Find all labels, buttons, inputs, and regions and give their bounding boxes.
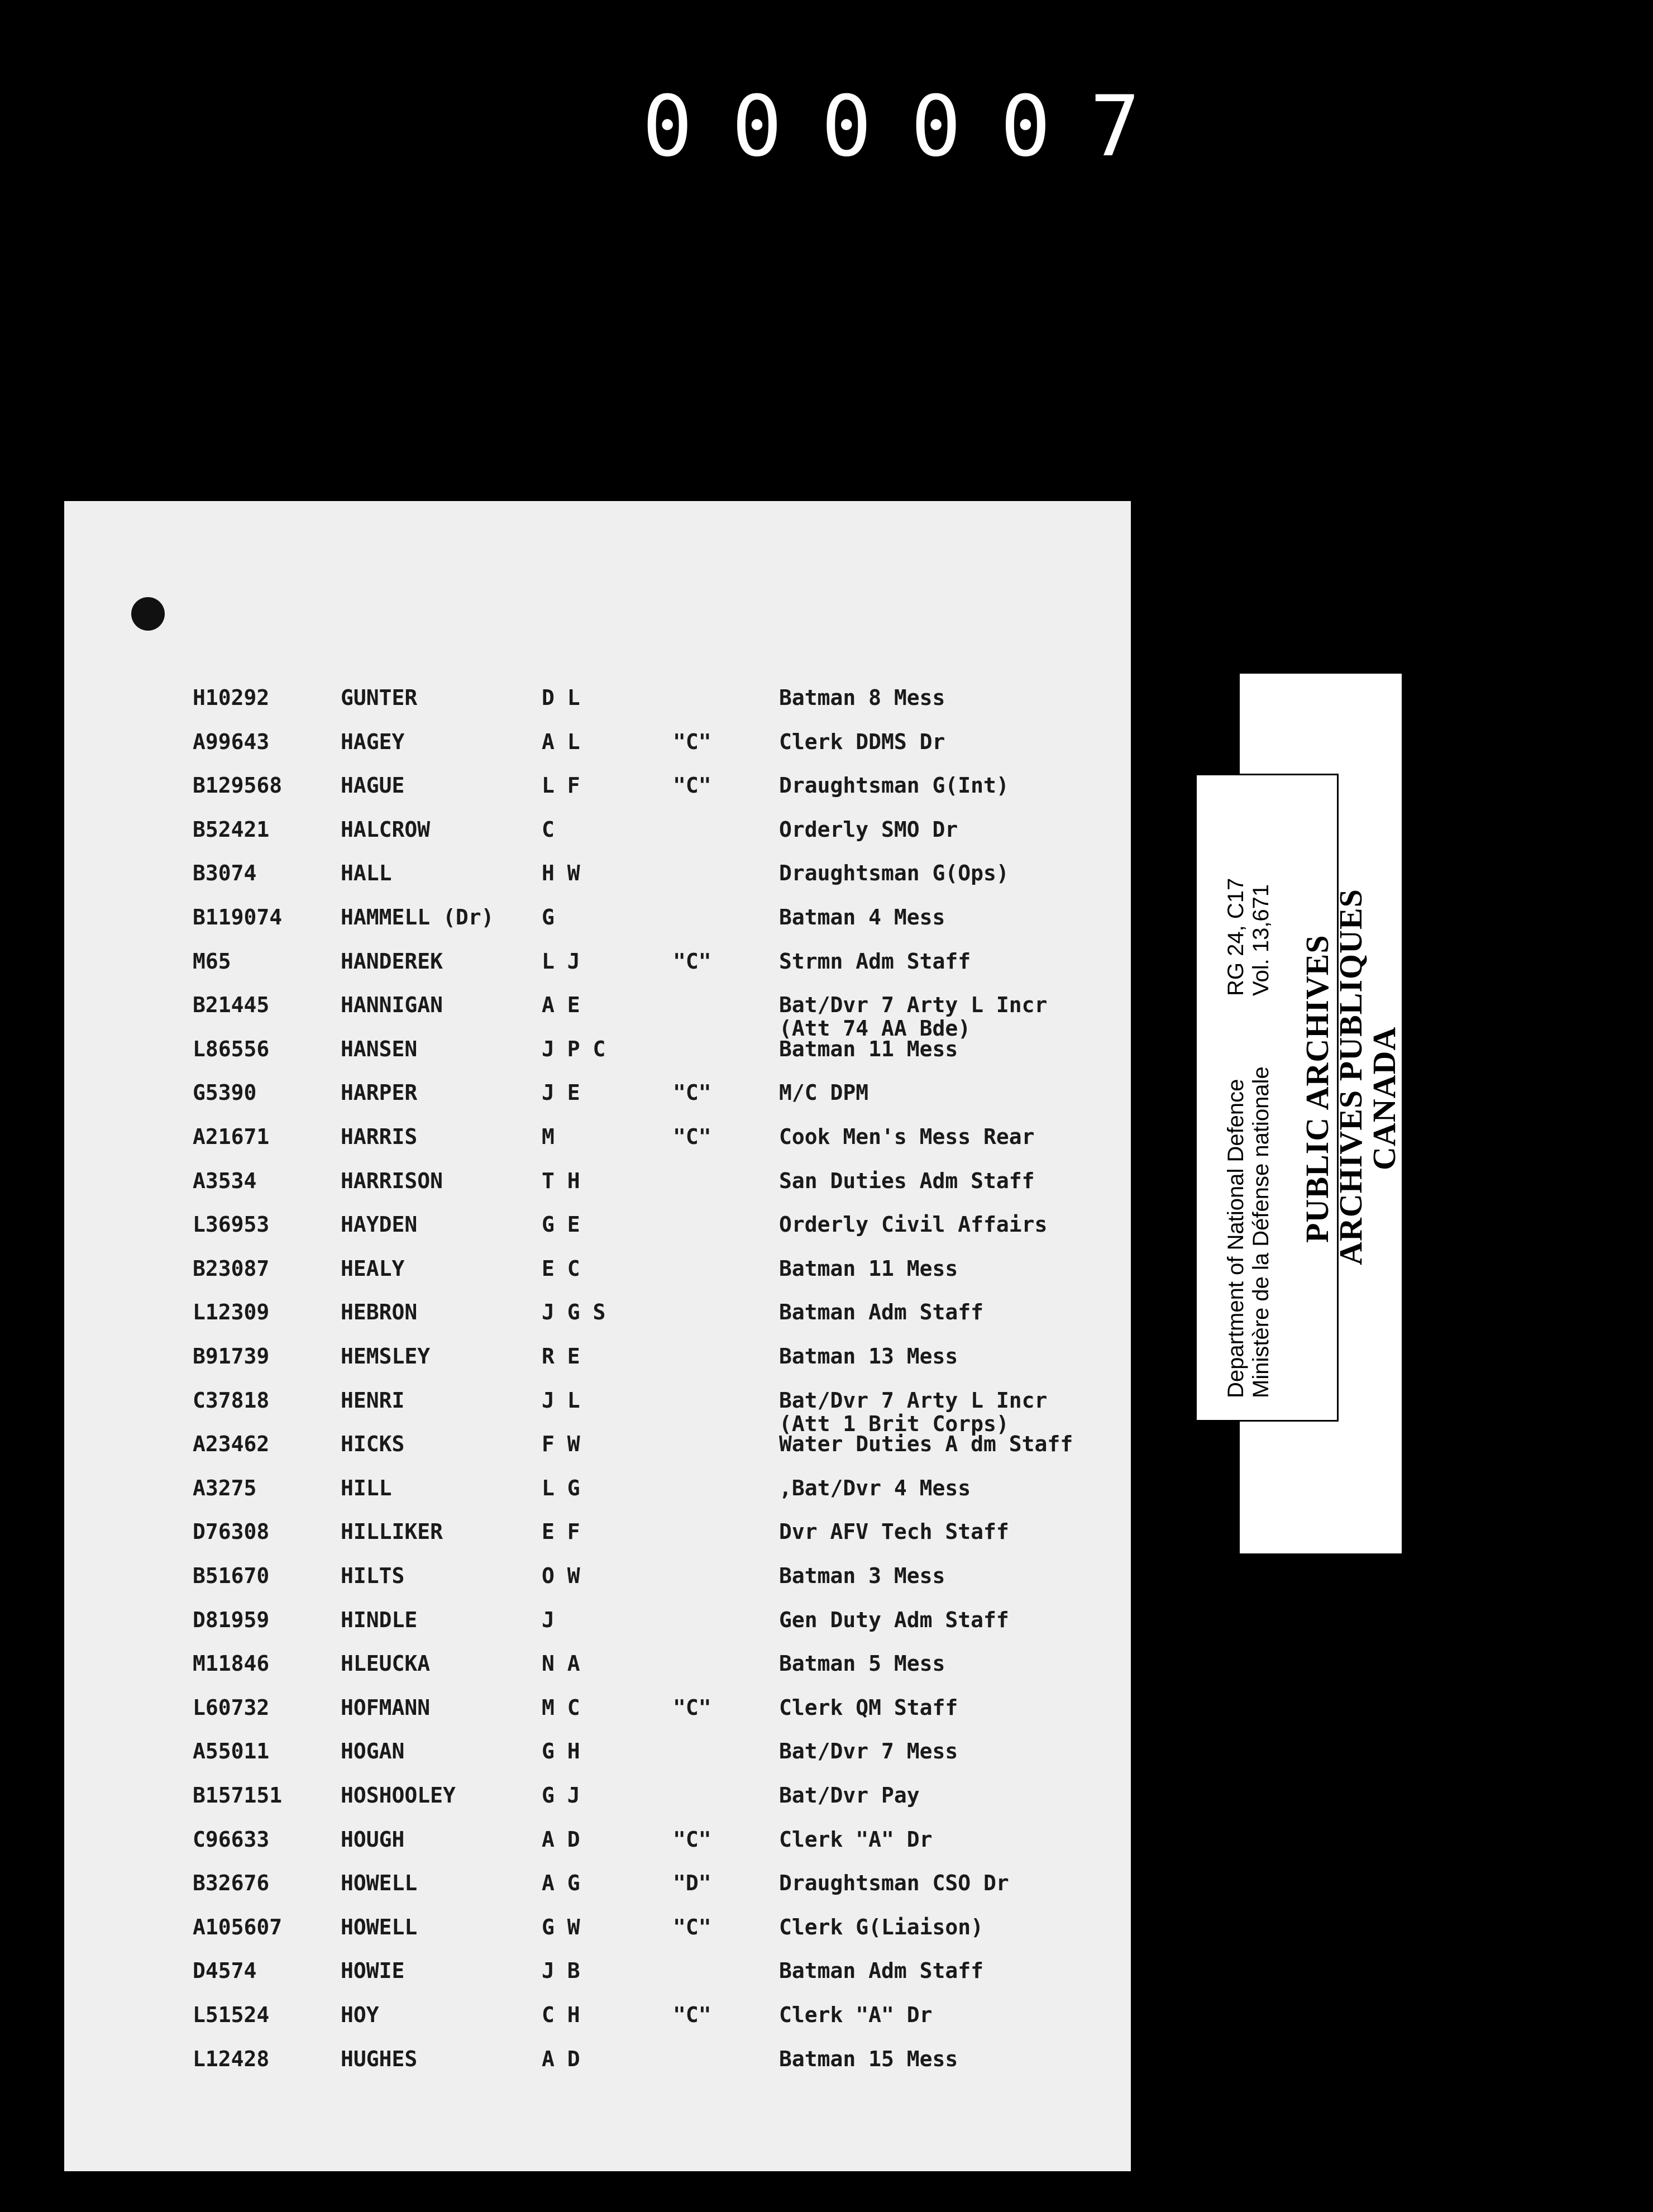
surname: HENRI — [341, 1388, 405, 1413]
service-number: A99643 — [193, 729, 270, 754]
initials: J G S — [542, 1300, 606, 1325]
duty: Batman 3 Mess — [779, 1563, 945, 1588]
surname: HAYDEN — [341, 1212, 418, 1237]
initials: A D — [542, 1827, 580, 1852]
service-number: G5390 — [193, 1080, 257, 1105]
duty: Clerk G(Liaison) — [779, 1914, 984, 1939]
initials: J — [542, 1607, 555, 1632]
table-row — [64, 1432, 1131, 1465]
category: "C" — [673, 773, 711, 798]
department-en: Department of National Defence — [1224, 1079, 1248, 1398]
initials: C H — [542, 2003, 580, 2027]
initials: J L — [542, 1388, 580, 1413]
category: "C" — [673, 1124, 711, 1149]
duty-attachment: (Att 74 AA Bde) — [779, 1016, 971, 1041]
surname: HANNIGAN — [341, 993, 443, 1018]
service-number: A3534 — [193, 1168, 257, 1193]
duty: Bat/Dvr Pay — [779, 1783, 920, 1808]
table-row — [64, 773, 1131, 807]
service-number: B32676 — [193, 1871, 270, 1896]
table-row — [64, 730, 1131, 763]
duty: Bat/Dvr 7 Arty L Incr — [779, 1388, 1048, 1413]
table-row — [64, 1827, 1131, 1861]
service-number: L86556 — [193, 1036, 270, 1061]
service-number: B157151 — [193, 1783, 283, 1808]
table-row — [64, 685, 1131, 719]
duty: ,Bat/Dvr 4 Mess — [779, 1475, 971, 1500]
table-row — [64, 2047, 1131, 2080]
initials: G — [542, 905, 555, 929]
surname: HAGEY — [341, 729, 405, 754]
surname: HOY — [341, 2003, 379, 2027]
department-fr: Ministère de la Défense nationale — [1249, 1066, 1273, 1398]
service-number: A55011 — [193, 1739, 270, 1764]
surname: HOFMANN — [341, 1695, 431, 1720]
initials: N A — [542, 1651, 580, 1676]
duty: Bat/Dvr 7 Arty L Incr — [779, 993, 1048, 1018]
service-number: C37818 — [193, 1388, 270, 1413]
document-sheet — [64, 501, 1131, 2171]
table-row — [64, 1388, 1131, 1436]
archives-country: CANADA — [1366, 1026, 1402, 1170]
duty: Orderly Civil Affairs — [779, 1212, 1048, 1237]
initials: J E — [542, 1080, 580, 1105]
table-row — [64, 1608, 1131, 1641]
service-number: L12309 — [193, 1300, 270, 1325]
category: "C" — [673, 948, 711, 974]
initials: A D — [542, 2046, 580, 2071]
service-number: M65 — [193, 948, 231, 974]
surname: HAGUE — [341, 773, 405, 798]
surname: HOGAN — [341, 1739, 405, 1764]
record-group: RG 24, C17 — [1224, 878, 1248, 996]
service-number: B23087 — [193, 1256, 270, 1281]
category: "C" — [673, 2003, 711, 2027]
table-row — [64, 1519, 1131, 1553]
initials: G E — [542, 1212, 580, 1237]
surname: HALL — [341, 861, 392, 886]
surname: HEBRON — [341, 1300, 418, 1325]
table-row — [64, 949, 1131, 983]
service-number: H10292 — [193, 685, 270, 710]
initials: T H — [542, 1168, 580, 1193]
initials: A G — [542, 1871, 580, 1896]
table-row — [64, 1476, 1131, 1509]
table-row — [64, 905, 1131, 938]
initials: E C — [542, 1256, 580, 1281]
table-row — [64, 2003, 1131, 2036]
table-row — [64, 1300, 1131, 1333]
service-number: B51670 — [193, 1563, 270, 1588]
surname: HOUGH — [341, 1827, 405, 1852]
initials: L F — [542, 773, 580, 798]
initials: C — [542, 817, 555, 842]
table-row — [64, 1124, 1131, 1158]
archives-en: PUBLIC ARCHIVES — [1299, 935, 1335, 1243]
duty: Clerk QM Staff — [779, 1695, 958, 1720]
duty: Draughtsman CSO Dr — [779, 1871, 1009, 1896]
service-number: L60732 — [193, 1695, 270, 1720]
category: "C" — [673, 1695, 711, 1720]
table-row — [64, 1651, 1131, 1685]
category: "C" — [673, 729, 711, 754]
duty: Batman 11 Mess — [779, 1036, 958, 1061]
initials: R E — [542, 1344, 580, 1369]
initials: H W — [542, 861, 580, 886]
duty: Clerk DDMS Dr — [779, 729, 945, 754]
initials: M — [542, 1124, 555, 1149]
table-row — [64, 1037, 1131, 1070]
duty: San Duties Adm Staff — [779, 1168, 1035, 1193]
table-row — [64, 1080, 1131, 1114]
surname: HOWIE — [341, 1958, 405, 1984]
table-row — [64, 1256, 1131, 1290]
duty-attachment: (Att 1 Brit Corps) — [779, 1411, 1009, 1436]
table-row — [64, 993, 1131, 1041]
duty: Clerk "A" Dr — [779, 2003, 933, 2027]
initials: F W — [542, 1432, 580, 1457]
surname: HILL — [341, 1475, 392, 1500]
category: "D" — [673, 1871, 711, 1896]
table-row — [64, 1915, 1131, 1948]
duty: Batman 8 Mess — [779, 685, 945, 710]
initials: D L — [542, 685, 580, 710]
surname: HEALY — [341, 1256, 405, 1281]
initials: A E — [542, 993, 580, 1018]
surname: HICKS — [341, 1432, 405, 1457]
duty: Strmn Adm Staff — [779, 948, 971, 974]
service-number: D81959 — [193, 1607, 270, 1632]
service-number: M11846 — [193, 1651, 270, 1676]
initials: G H — [542, 1739, 580, 1764]
service-number: B129568 — [193, 773, 283, 798]
duty: Batman 15 Mess — [779, 2046, 958, 2071]
table-row — [64, 1563, 1131, 1597]
initials: G W — [542, 1914, 580, 1939]
duty: Batman 13 Mess — [779, 1344, 958, 1369]
service-number: B3074 — [193, 861, 257, 886]
surname: HINDLE — [341, 1607, 418, 1632]
surname: HAMMELL (Dr) — [341, 905, 494, 929]
service-number: C96633 — [193, 1827, 270, 1852]
duty: Dvr AFV Tech Staff — [779, 1519, 1009, 1544]
duty: Batman 4 Mess — [779, 905, 945, 929]
table-row — [64, 1958, 1131, 1992]
service-number: B52421 — [193, 817, 270, 842]
service-number: A3275 — [193, 1475, 257, 1500]
initials: G J — [542, 1783, 580, 1808]
surname: HOWELL — [341, 1914, 418, 1939]
initials: J B — [542, 1958, 580, 1984]
duty: Batman 11 Mess — [779, 1256, 958, 1281]
category: "C" — [673, 1080, 711, 1105]
surname: HLEUCKA — [341, 1651, 431, 1676]
category: "C" — [673, 1914, 711, 1939]
surname: HARRISON — [341, 1168, 443, 1193]
table-row — [64, 1169, 1131, 1202]
surname: HILLIKER — [341, 1519, 443, 1544]
initials: J P C — [542, 1036, 606, 1061]
personnel-list — [64, 501, 1131, 2171]
surname: HOSHOOLEY — [341, 1783, 456, 1808]
duty: Water Duties A dm Staff — [779, 1432, 1073, 1457]
service-number: B119074 — [193, 905, 283, 929]
service-number: B91739 — [193, 1344, 270, 1369]
initials: L J — [542, 948, 580, 974]
archives-fr: ARCHIVES PUBLIQUES — [1332, 889, 1369, 1265]
duty: Bat/Dvr 7 Mess — [779, 1739, 958, 1764]
service-number: A21671 — [193, 1124, 270, 1149]
duty: Batman 5 Mess — [779, 1651, 945, 1676]
table-row — [64, 1871, 1131, 1904]
initials: M C — [542, 1695, 580, 1720]
surname: HILTS — [341, 1563, 405, 1588]
duty: Gen Duty Adm Staff — [779, 1607, 1009, 1632]
duty: Draughtsman G(Ops) — [779, 861, 1009, 886]
service-number: L12428 — [193, 2046, 270, 2071]
service-number: A105607 — [193, 1914, 283, 1939]
table-row — [64, 1695, 1131, 1729]
table-row — [64, 861, 1131, 894]
initials: E F — [542, 1519, 580, 1544]
surname: HARPER — [341, 1080, 418, 1105]
surname: HANDEREK — [341, 948, 443, 974]
duty: Draughtsman G(Int) — [779, 773, 1009, 798]
service-number: B21445 — [193, 993, 270, 1018]
duty: Batman Adm Staff — [779, 1958, 984, 1984]
duty: Clerk "A" Dr — [779, 1827, 933, 1852]
category: "C" — [673, 1827, 711, 1852]
surname: GUNTER — [341, 685, 418, 710]
frame-number: 000007 — [642, 78, 1179, 175]
volume: Vol. 13,671 — [1249, 884, 1273, 996]
surname: HARRIS — [341, 1124, 418, 1149]
table-row — [64, 1212, 1131, 1246]
surname: HUGHES — [341, 2046, 418, 2071]
duty: M/C DPM — [779, 1080, 869, 1105]
surname: HOWELL — [341, 1871, 418, 1896]
initials: L G — [542, 1475, 580, 1500]
surname: HANSEN — [341, 1036, 418, 1061]
service-number: L36953 — [193, 1212, 270, 1237]
duty: Batman Adm Staff — [779, 1300, 984, 1325]
service-number: A23462 — [193, 1432, 270, 1457]
duty: Orderly SMO Dr — [779, 817, 958, 842]
service-number: D4574 — [193, 1958, 257, 1984]
surname: HALCROW — [341, 817, 431, 842]
service-number: L51524 — [193, 2003, 270, 2027]
table-row — [64, 1783, 1131, 1817]
initials: A L — [542, 729, 580, 754]
service-number: D76308 — [193, 1519, 270, 1544]
table-row — [64, 1739, 1131, 1772]
table-row — [64, 817, 1131, 851]
table-row — [64, 1344, 1131, 1377]
initials: O W — [542, 1563, 580, 1588]
surname: HEMSLEY — [341, 1344, 431, 1369]
duty: Cook Men's Mess Rear — [779, 1124, 1035, 1149]
